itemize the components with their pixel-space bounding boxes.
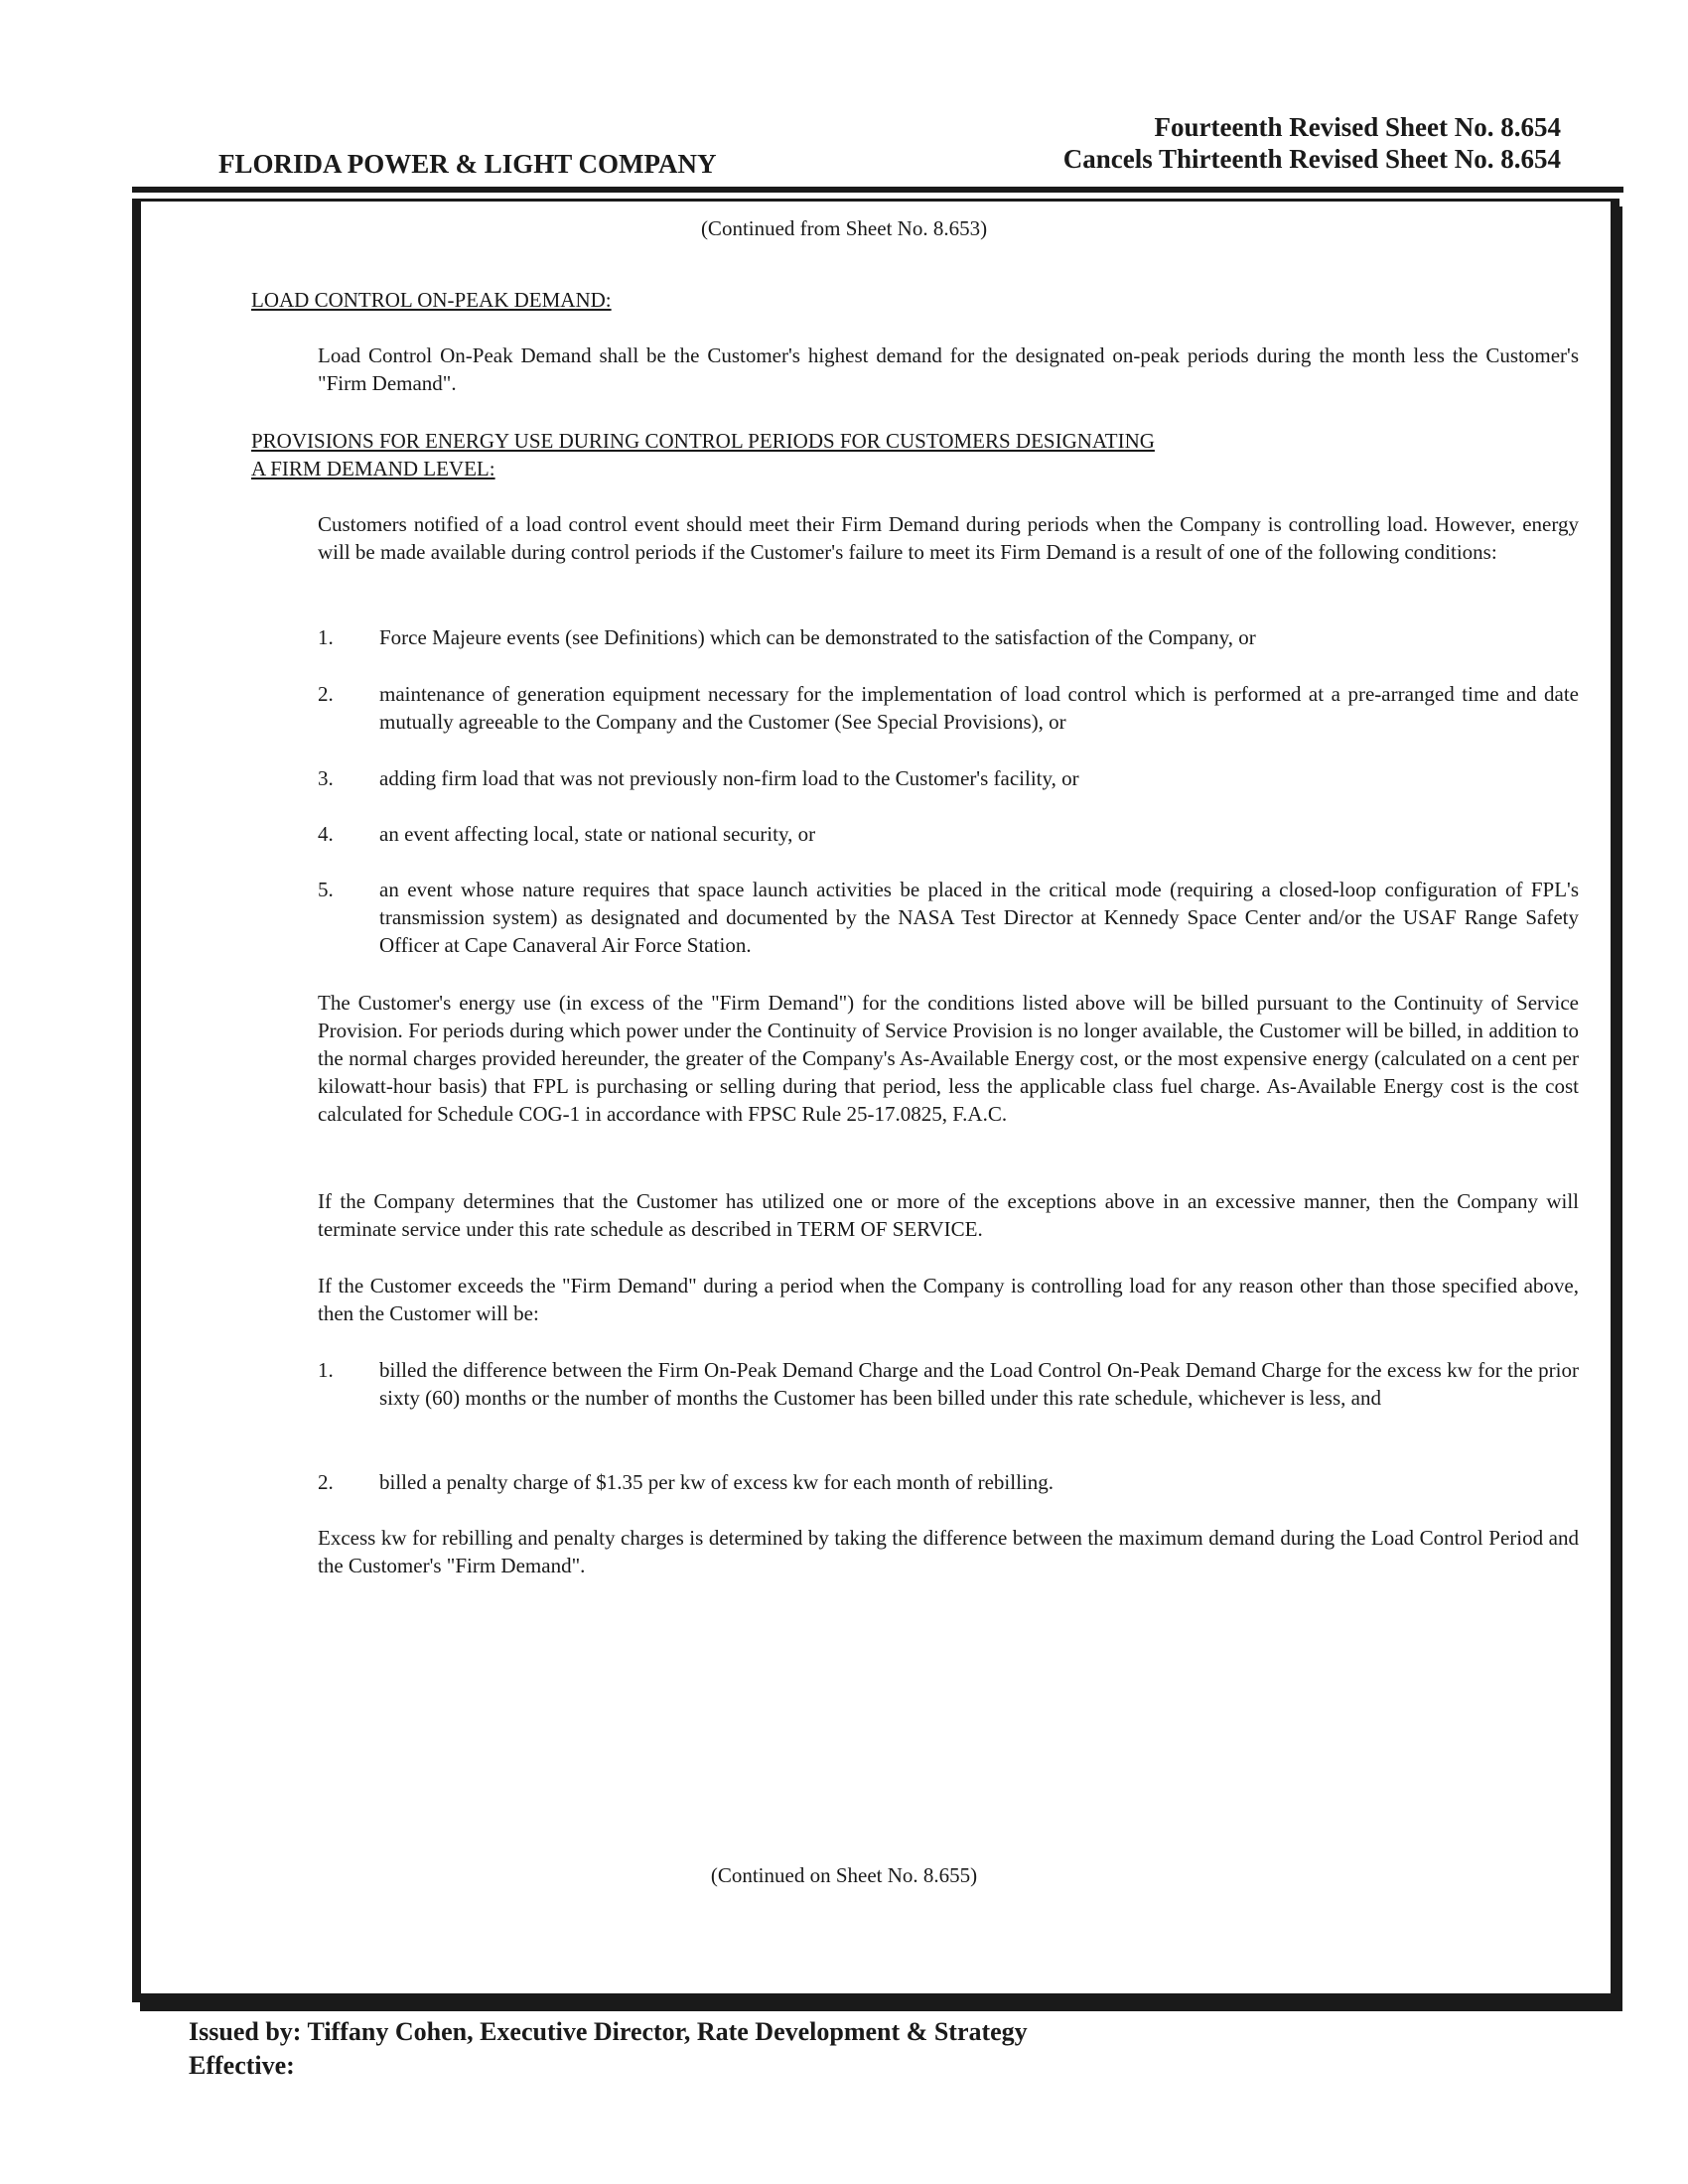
item-number: 1. — [318, 1358, 334, 1382]
effective-date: Effective: — [189, 2051, 295, 2080]
paragraph-billing: The Customer's energy use (in excess of the "Firm Demand") for the conditions listed above will be billed pursuant to the Continuity of Service Provision. For periods during which power under the Continuity of Service Provision is no longer available, the Customer will be billed, in addition to the normal charges provided hereunder, the greater of the Company's As-Available Energy cost, or the most expensive energy (calculated on a cent per kilowatt-hour basis) that FPL is purchasing or selling during that period, less the applicable class fuel charge. As-Available Energy cost is the cost calculated for Schedule COG-1 in accordance with FPSC Rule 25-17.0825, F.A.C. — [318, 991, 1579, 1126]
item-text: billed a penalty charge of $1.35 per kw of excess kw for each month of rebilling. — [379, 1470, 1054, 1494]
issued-by: Issued by: Tiffany Cohen, Executive Director, Rate Development & Strategy — [189, 2017, 1028, 2046]
paragraph-load-control: Load Control On-Peak Demand shall be the Customer's highest demand for the designated on-peak periods during the month less the Customer's "Firm Demand". — [318, 343, 1579, 395]
paragraph-excess-kw: Excess kw for rebilling and penalty charges is determined by taking the difference between the maximum demand during the Load Control Period and the Customer's "Firm Demand". — [318, 1526, 1579, 1577]
item-number: 4. — [318, 822, 334, 846]
cancels-word: Cancels — [1062, 144, 1153, 174]
item-text: billed the difference between the Firm On-Peak Demand Charge and the Load Control On-Peak Demand Charge for the excess kw for the prior sixty (60) months or the number of months the Customer has been billed under this rate schedule, whichever is less, and — [379, 1358, 1579, 1410]
item-text: an event affecting local, state or national security, or — [379, 822, 816, 846]
sheet-header — [1063, 111, 1561, 175]
heading-provisions-1: PROVISIONS FOR ENERGY USE DURING CONTROL PERIODS FOR CUSTOMERS DESIGNATING — [251, 429, 1155, 453]
heading-load-control: LOAD CONTROL ON-PEAK DEMAND: — [251, 288, 612, 312]
sheet-number: Fourteenth Revised Sheet No. 8.654 — [1154, 112, 1561, 142]
item-text: maintenance of generation equipment necessary for the implementation of load control which is performed at a pre-arranged time and date mutually agreeable to the Company and the Customer (See Special Provisions), or — [379, 682, 1579, 734]
item-text: an event whose nature requires that space launch activities be placed in the critical mode (requiring a closed-loop configuration of FPL's transmission system) as designated and documented by the NASA Test Director at Kennedy Space Center and/or the USAF Range Safety Officer at Cape Canaveral Air Force Station. — [379, 878, 1579, 957]
continued-from: (Continued from Sheet No. 8.653) — [700, 216, 988, 240]
item-text: Force Majeure events (see Definitions) which can be demonstrated to the satisfaction of the Company, or — [379, 625, 1256, 649]
item-text: adding firm load that was not previously non-firm load to the Customer's facility, or — [379, 766, 1079, 790]
company-name: FLORIDA POWER & LIGHT COMPANY — [218, 149, 717, 179]
cancels-sheet: Thirteenth Revised Sheet No. 8.654 — [1159, 144, 1561, 174]
paragraph-excessive-use: If the Company determines that the Customer has utilized one or more of the exceptions above in an excessive manner, then the Company will terminate service under this rate schedule as described in TERM OF SERVICE. — [318, 1189, 1579, 1241]
item-number: 1. — [318, 625, 334, 649]
item-number: 3. — [318, 766, 334, 790]
heading-provisions-2: A FIRM DEMAND LEVEL: — [251, 457, 495, 480]
item-number: 2. — [318, 1470, 334, 1494]
top-rule — [132, 187, 1623, 193]
paragraph-exceeds-firm-demand: If the Customer exceeds the "Firm Demand" during a period when the Company is controlling load for any reason other than those specified above, then the Customer will be: — [318, 1274, 1579, 1325]
paragraph-provisions: Customers notified of a load control event should meet their Firm Demand during periods when the Company is controlling load. However, energy will be made available during control periods if the Customer's failure to meet its Firm Demand is a result of one of the following conditions: — [318, 512, 1579, 564]
issuer-block — [189, 2015, 1028, 2083]
item-number: 5. — [318, 878, 334, 901]
continued-on: (Continued on Sheet No. 8.655) — [710, 1863, 978, 1887]
item-number: 2. — [318, 682, 334, 706]
cancels-line — [1063, 143, 1561, 175]
